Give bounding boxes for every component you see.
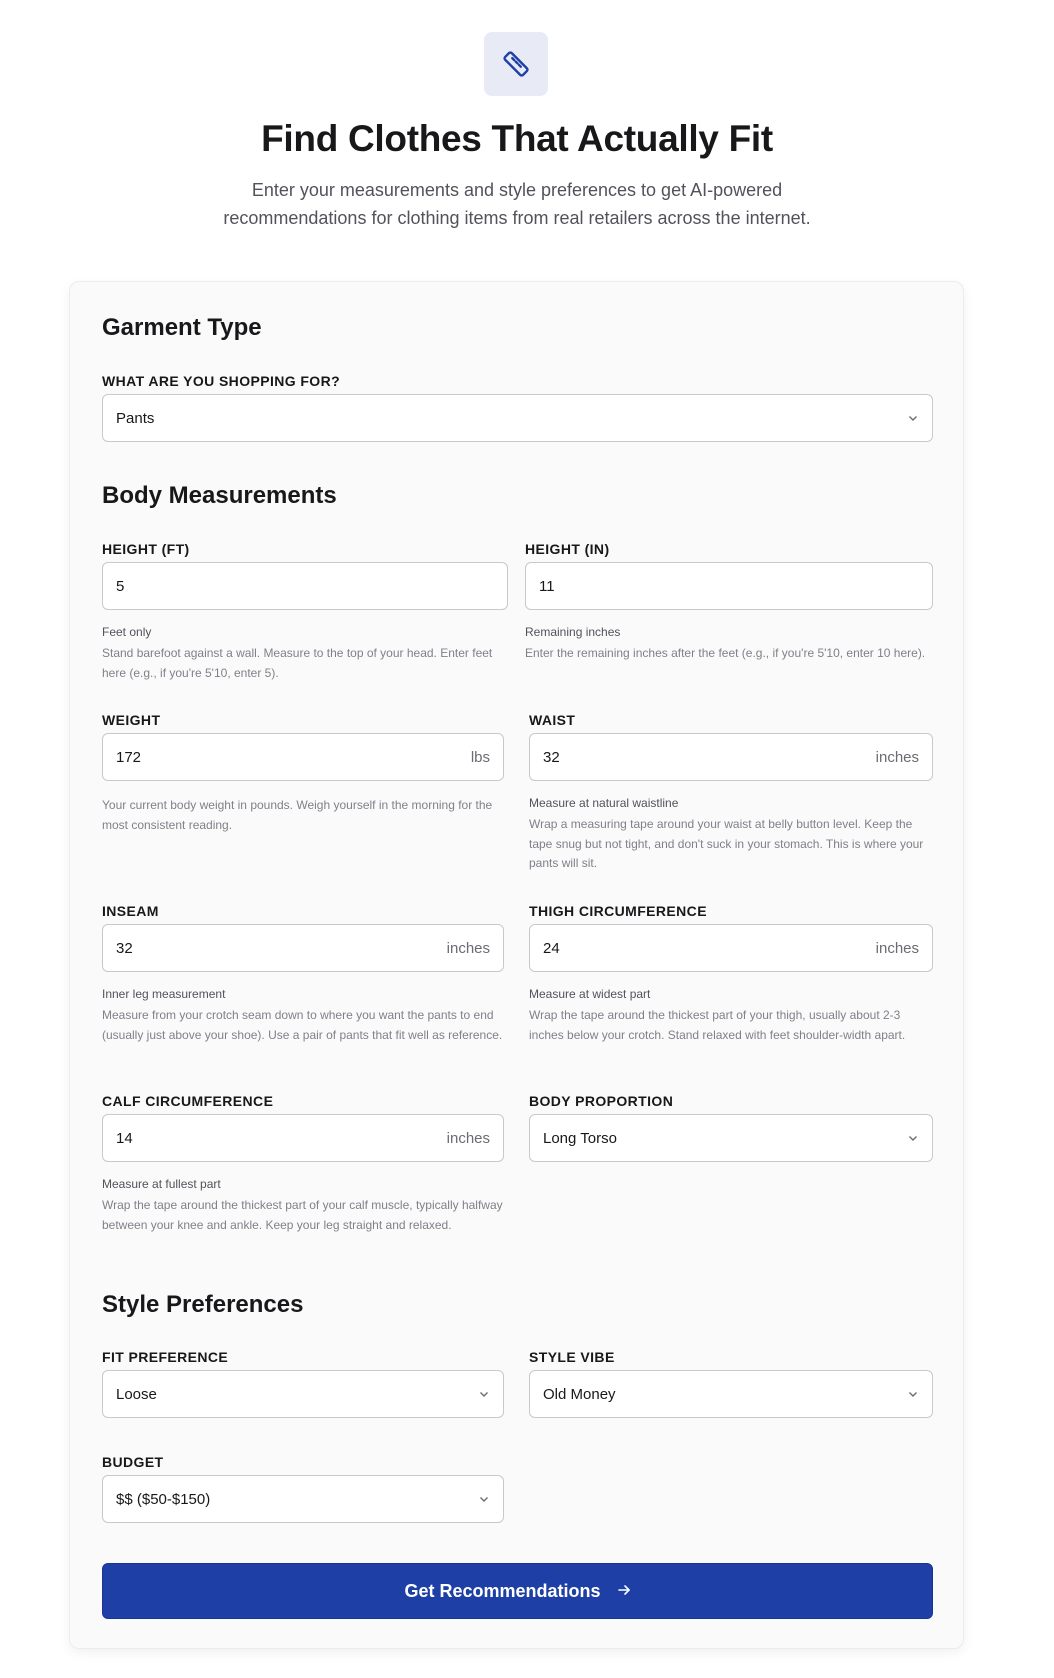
arrow-right-icon: [617, 1581, 631, 1602]
waist-value: 32: [543, 748, 560, 766]
calf-input[interactable]: [102, 1114, 504, 1162]
page-subtitle: Enter your measurements and style preferences to get AI-powered recommendations for clothing items from real retailers across the internet.: [223, 180, 811, 228]
height-in-input[interactable]: [525, 562, 933, 610]
vibe-label: STYLE VIBE: [529, 1349, 615, 1365]
calf-label: CALF CIRCUMFERENCE: [102, 1093, 274, 1109]
thigh-input[interactable]: [529, 924, 933, 972]
weight-value: 172: [116, 748, 142, 766]
inseam-label: INSEAM: [102, 903, 159, 919]
inseam-unit: inches: [446, 939, 490, 957]
inseam-help-title: Inner leg measurement: [102, 987, 226, 1001]
thigh-unit: inches: [875, 939, 919, 957]
chevron-down-icon: [907, 1132, 919, 1144]
thigh-help-title: Measure at widest part: [529, 987, 651, 1001]
thigh-help-text: Wrap the tape around the thickest part of your thigh, usually about 2-3 inches below your crotch. Stand relaxed with feet shoulder-width apart.: [529, 1008, 906, 1042]
proportion-label: BODY PROPORTION: [529, 1093, 674, 1109]
height-in-label: HEIGHT (IN): [525, 541, 610, 557]
garment-type-value: Pants: [116, 409, 155, 427]
inseam-value: 32: [116, 939, 133, 957]
calf-help-title: Measure at fullest part: [102, 1177, 221, 1191]
body-proportion-select[interactable]: [529, 1114, 933, 1162]
height-ft-value: 5: [116, 577, 125, 595]
thigh-value: 24: [543, 939, 560, 957]
garment-section-title: Garment Type: [102, 314, 262, 341]
garment-label: WHAT ARE YOU SHOPPING FOR?: [102, 373, 341, 389]
style-vibe-value: Old Money: [543, 1385, 616, 1403]
weight-input[interactable]: [102, 733, 504, 781]
height-in-value: 11: [539, 577, 555, 595]
body-section-title: Body Measurements: [102, 482, 337, 509]
height-ft-help-title: Feet only: [102, 625, 152, 639]
body-proportion-value: Long Torso: [543, 1129, 617, 1147]
garment-type-select[interactable]: [102, 394, 933, 442]
calf-help-text: Wrap the tape around the thickest part of your calf muscle, typically halfway between your knee and ankle. Keep your leg straight and relaxed.: [102, 1198, 503, 1232]
inseam-help-text: Measure from your crotch seam down to where you want the pants to end (usually just above your shoe). Use a pair of pants that fit well as reference.: [102, 1008, 503, 1042]
height-in-help-text: Enter the remaining inches after the feet (e.g., if you're 5'10, enter 10 here).: [525, 646, 926, 660]
inseam-input[interactable]: [102, 924, 504, 972]
waist-help-text: Wrap a measuring tape around your waist at belly button level. Keep the tape snug but not tight, and don't suck in your stomach. This is where your pants will sit.: [529, 817, 924, 870]
ruler-icon: [484, 32, 548, 96]
weight-help-text: Your current body weight in pounds. Weigh yourself in the morning for the most consistent reading.: [102, 798, 493, 832]
fit-preference-select[interactable]: [102, 1370, 504, 1418]
style-section-title: Style Preferences: [102, 1291, 304, 1318]
budget-label: BUDGET: [102, 1454, 164, 1470]
recommendation-form: [69, 281, 964, 1649]
height-ft-label: HEIGHT (FT): [102, 541, 190, 557]
get-recommendations-label: Get Recommendations: [404, 1580, 601, 1601]
calf-unit: inches: [446, 1129, 490, 1147]
calf-value: 14: [116, 1129, 133, 1147]
waist-unit: inches: [875, 748, 919, 766]
weight-unit: lbs: [470, 748, 490, 766]
waist-input[interactable]: [529, 733, 933, 781]
waist-label: WAIST: [529, 712, 576, 728]
chevron-down-icon: [478, 1493, 490, 1505]
weight-label: WEIGHT: [102, 712, 161, 728]
height-in-help-title: Remaining inches: [525, 625, 621, 639]
height-ft-help-text: Stand barefoot against a wall. Measure to the top of your head. Enter feet here (e.g., if you're 5'10, enter 5).: [102, 646, 493, 680]
get-recommendations-button[interactable]: [102, 1563, 933, 1619]
height-ft-input[interactable]: [102, 562, 508, 610]
chevron-down-icon: [907, 412, 919, 424]
fit-preference-value: Loose: [116, 1385, 157, 1403]
page-title: Find Clothes That Actually Fit: [261, 118, 773, 159]
fit-label: FIT PREFERENCE: [102, 1349, 229, 1365]
style-vibe-select[interactable]: [529, 1370, 933, 1418]
budget-select[interactable]: [102, 1475, 504, 1523]
thigh-label: THIGH CIRCUMFERENCE: [529, 903, 707, 919]
chevron-down-icon: [907, 1388, 919, 1400]
waist-help-title: Measure at natural waistline: [529, 796, 679, 810]
chevron-down-icon: [478, 1388, 490, 1400]
budget-value: $$ ($50-$150): [116, 1490, 211, 1508]
